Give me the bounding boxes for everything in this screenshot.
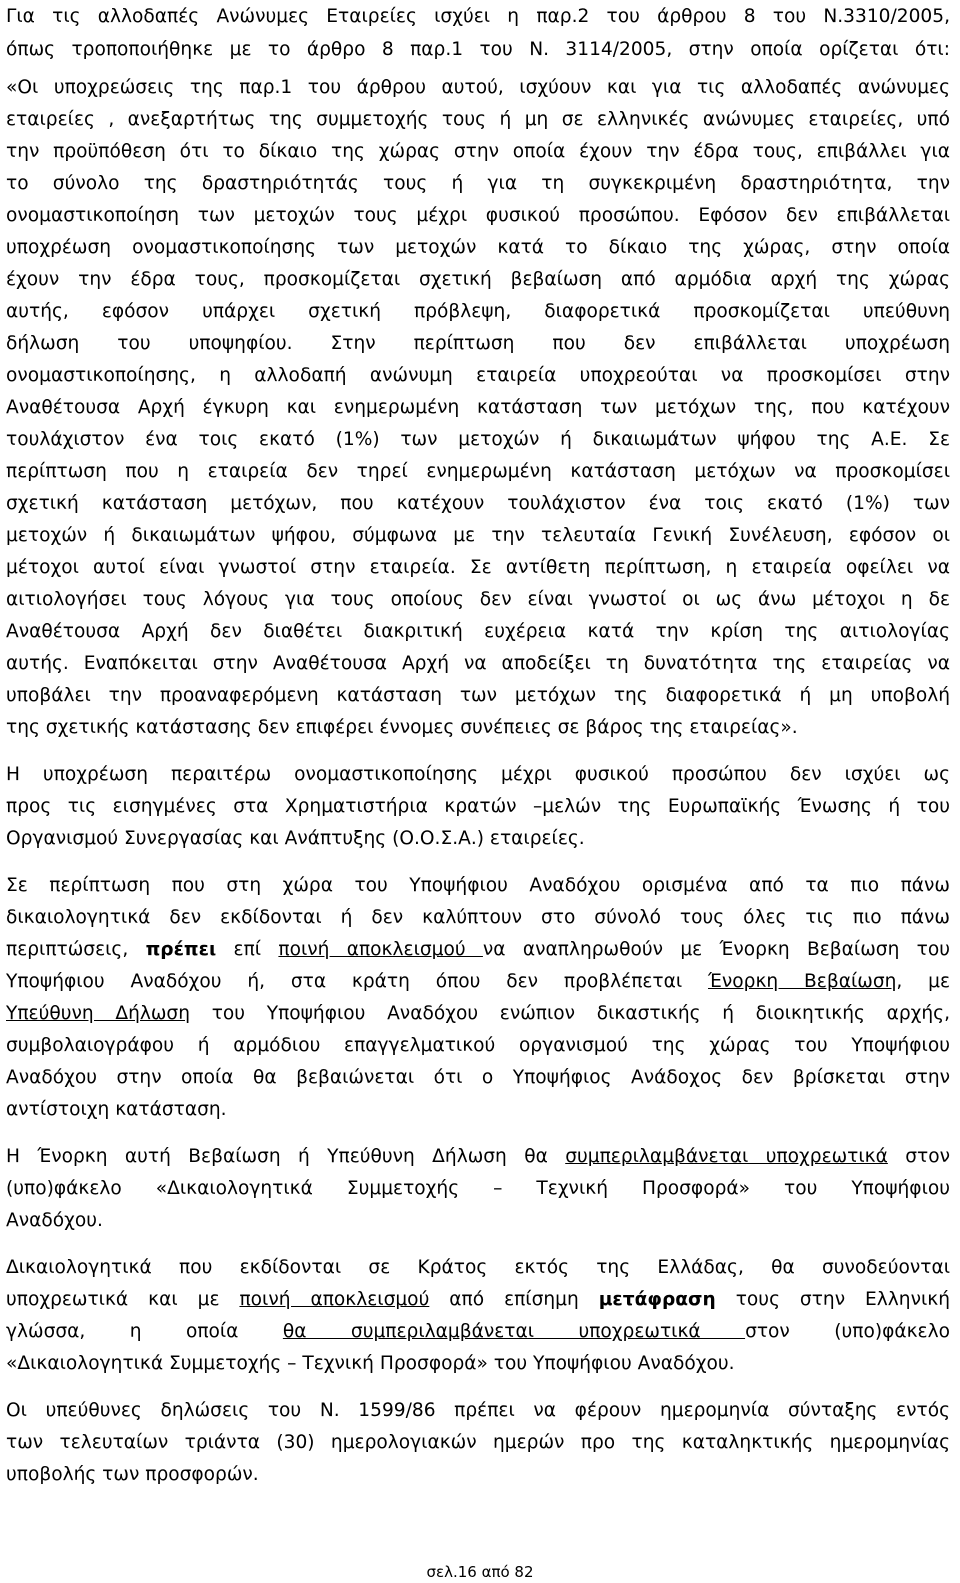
text-run: στον (υπο)φάκελο — [745, 1321, 950, 1342]
quote-line: περίπτωση που η εταιρεία δεν τηρεί ενημερωμένη κατάσταση μετόχων να προσκομίσει — [6, 461, 950, 482]
paragraph-line: υποβολής των προσφορών. — [6, 1464, 259, 1485]
quote-line: υποβάλει την προαναφερόμενη κατάσταση των μετόχων της διαφορετικά ή μη υποβολή — [6, 685, 950, 706]
quote-line: Αναθέτουσα Αρχή έγκυρη και ενημερωμένη κατάσταση των μετόχων της, που κατέχουν — [6, 397, 950, 418]
paragraph-line: αντίστοιχη κατάσταση. — [6, 1099, 227, 1120]
quote-line: μετοχών ή δικαιωμάτων ψήφου, σύμφωνα με την τελευταία Γενική Συνέλευση, εφόσον οι — [6, 525, 950, 546]
text-run: στον — [887, 1146, 951, 1167]
intro-line-2: όπως τροποποιήθηκε με το άρθρο 8 παρ.1 του Ν. 3114/2005, στην οποία ορίζεται ότι: — [6, 39, 950, 60]
paragraph-line: Αναδόχου. — [6, 1210, 103, 1231]
emphasis-text: μετάφραση — [598, 1289, 716, 1310]
paragraph-line: Οι υπεύθυνες δηλώσεις του Ν. 1599/86 πρέπει να φέρουν ημερομηνία σύνταξης εντός — [6, 1400, 950, 1421]
page-number-footer: σελ.16 από 82 — [426, 1563, 534, 1581]
quote-line: Αναθέτουσα Αρχή δεν διαθέτει διακριτική ευχέρεια κατά την κρίση της αιτιολογίας — [6, 621, 950, 642]
quote-line: τουλάχιστον ένα τοις εκατό (1%) των μετοχών ή δικαιωμάτων ψήφου της Α.Ε. Σε — [6, 429, 950, 450]
paragraph-line: Σε περίπτωση που στη χώρα του Υποψήφιου Αναδόχου ορισμένα από τα πιο πάνω — [6, 875, 950, 896]
paragraph-line — [6, 1145, 950, 1169]
paragraph-line: συμβολαιογράφου ή αρμόδιου επαγγελματικού οργανισμού της χώρας του Υποψήφιου — [6, 1035, 950, 1056]
paragraph-line: Η υποχρέωση περαιτέρω ονομαστικοποίησης μέχρι φυσικού προσώπου δεν ισχύει ως — [6, 764, 950, 785]
text-run: , με — [896, 971, 951, 992]
paragraph-line: Αναδόχου στην οποία θα βεβαιώνεται ότι ο Υποψήφιος Ανάδοχος δεν βρίσκεται στην — [6, 1067, 950, 1088]
paragraph-line — [6, 1288, 950, 1312]
paragraph-line: Οργανισμού Συνεργασίας και Ανάπτυξης (Ο.Ο.Σ.Α.) εταιρείες. — [6, 828, 585, 849]
quote-line: αυτής. Εναπόκειται στην Αναθέτουσα Αρχή να αποδείξει τη δυνατότητα της εταιρείας να — [6, 653, 950, 674]
quote-line: «Οι υποχρεώσεις της παρ.1 του άρθρου αυτού, ισχύουν και για τις αλλοδαπές ανώνυμες — [6, 77, 950, 98]
quote-line: δήλωση του υποψηφίου. Στην περίπτωση που δεν επιβάλλεται υποχρέωση — [6, 333, 950, 354]
underlined-text: Ένορκη Βεβαίωση — [708, 971, 897, 992]
quote-line: το σύνολο της δραστηριότητάς τους ή για τη συγκεκριμένη δραστηριότητα, την — [6, 173, 950, 194]
emphasis-text: πρέπει — [145, 939, 217, 960]
text-run: του Υποψήφιου Αναδόχου ενώπιον δικαστικής ή διοικητικής αρχής, — [190, 1003, 951, 1024]
quote-line: υποχρέωση ονομαστικοποίησης των μετοχών κατά το δίκαιο της χώρας, στην οποία — [6, 237, 950, 258]
text-run: να αναπληρωθούν με Ένορκη Βεβαίωση του — [482, 939, 950, 960]
text-run: υποχρεωτικά και με — [6, 1289, 240, 1310]
paragraph-line: δικαιολογητικά δεν εκδίδονται ή δεν καλύπτουν στο σύνολό τους όλες τις πιο πάνω — [6, 907, 950, 928]
quote-line: αιτιολογήσει τους λόγους για τους οποίους δεν είναι γνωστοί οι ως άνω μέτοχοι η δε — [6, 589, 950, 610]
paragraph-line — [6, 938, 950, 962]
paragraph-line: προς τις εισηγμένες στα Χρηματιστήρια κρατών –μελών της Ευρωπαϊκής Ένωσης ή του — [6, 796, 950, 817]
quote-line: εταιρείες , ανεξαρτήτως της συμμετοχής τους ή μη σε ελληνικές ανώνυμες εταιρείες, υπό — [6, 109, 950, 130]
quote-line: την προϋπόθεση ότι το δίκαιο της χώρας στην οποία έχουν την έδρα τους, επιβάλλει για — [6, 141, 950, 162]
paragraph-line: των τελευταίων τριάντα (30) ημερολογιακών ημερών προ της καταληκτικής ημερομηνίας — [6, 1432, 950, 1453]
text-run: Υποψήφιου Αναδόχου ή, στα κράτη όπου δεν προβλέπεται — [6, 971, 709, 992]
paragraph-line — [6, 1002, 950, 1026]
paragraph-line — [6, 1320, 950, 1344]
text-run: Η Ένορκη αυτή Βεβαίωση ή Υπεύθυνη Δήλωση θα — [6, 1146, 566, 1167]
underlined-text: ποινή αποκλεισμού — [278, 939, 483, 960]
underlined-text: συμπεριλαμβάνεται υποχρεωτικά — [565, 1146, 888, 1167]
quote-line: σχετική κατάσταση μετόχων, που κατέχουν τουλάχιστον ένα τοις εκατό (1%) των — [6, 493, 950, 514]
text-run: επί — [216, 939, 279, 960]
intro-line-1: Για τις αλλοδαπές Ανώνυμες Εταιρείες ισχύει η παρ.2 του άρθρου 8 του Ν.3310/2005, — [6, 6, 950, 27]
text-run: γλώσσα, η οποία — [6, 1321, 283, 1342]
paragraph-line: «Δικαιολογητικά Συμμετοχής – Τεχνική Προσφορά» του Υποψήφιου Αναδόχου. — [6, 1353, 735, 1374]
quote-line: ονομαστικοποίησης, η αλλοδαπή ανώνυμη εταιρεία υποχρεούται να προσκομίσει στην — [6, 365, 950, 386]
quote-line: αυτής, εφόσον υπάρχει σχετική πρόβλεψη, διαφορετικά προσκομίζεται υπεύθυνη — [6, 301, 950, 322]
quote-line: μέτοχοι αυτοί είναι γνωστοί στην εταιρεία. Σε αντίθετη περίπτωση, η εταιρεία οφείλει να — [6, 557, 950, 578]
quote-line: της σχετικής κατάστασης δεν επιφέρει έννομες συνέπειες σε βάρος της εταιρείας». — [6, 717, 798, 738]
text-run: από επίσημη — [429, 1289, 599, 1310]
text-run: τους στην Ελληνική — [715, 1289, 951, 1310]
paragraph-line — [6, 970, 950, 994]
quote-line: ονομαστικοποίηση των μετοχών τους μέχρι φυσικού προσώπου. Εφόσον δεν επιβάλλεται — [6, 205, 950, 226]
underlined-text: ποινή αποκλεισμού — [239, 1289, 430, 1310]
paragraph-line: (υπο)φάκελο «Δικαιολογητικά Συμμετοχής – Τεχνική Προσφορά» του Υποψήφιου — [6, 1178, 950, 1199]
text-run: περιπτώσεις, — [6, 939, 146, 960]
paragraph-line: Δικαιολογητικά που εκδίδονται σε Κράτος εκτός της Ελλάδας, θα συνοδεύονται — [6, 1257, 950, 1278]
underlined-text: θα συμπεριλαμβάνεται υποχρεωτικά — [282, 1321, 746, 1342]
quote-line: έχουν την έδρα τους, προσκομίζεται σχετική βεβαίωση από αρμόδια αρχή της χώρας — [6, 269, 950, 290]
underlined-text: Υπεύθυνη Δήλωση — [6, 1003, 191, 1024]
